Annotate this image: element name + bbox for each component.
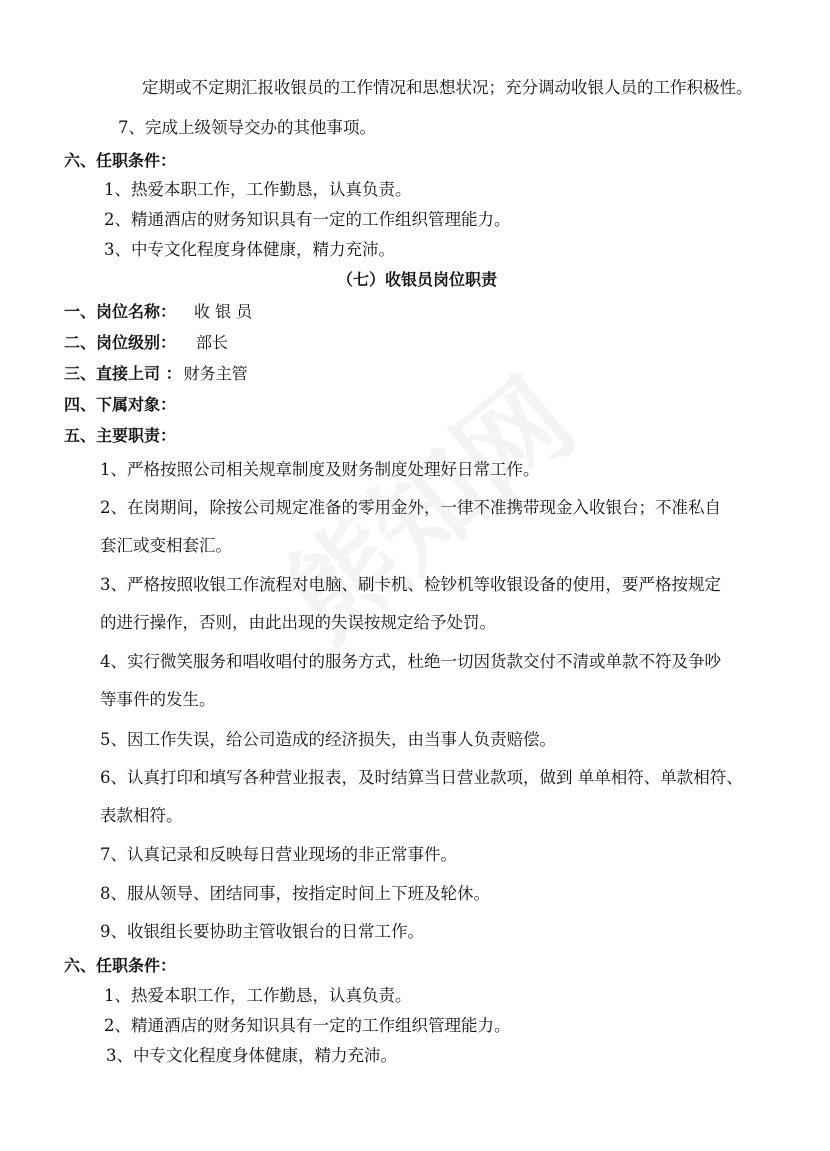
requirement-item: 2、精通酒店的财务知识具有一定的工作组织管理能力。 — [104, 210, 511, 229]
section-heading-requirements: 六、任职条件： — [64, 151, 177, 170]
section-heading-requirements: 六、任职条件： — [64, 956, 177, 975]
field-value: 财务主管 — [183, 364, 248, 383]
duty-line: 8、服从领导、团结同事，按指定时间上下班及轮休。 — [100, 884, 490, 903]
top-line-1: 定期或不定期汇报收银员的工作情况和思想状况；充分调动收银人员的工作积极性。 — [142, 78, 753, 97]
duty-line: 表款相符。 — [100, 806, 183, 825]
field-label: 一、岗位名称： — [64, 302, 177, 321]
top-line-2: 7、完成上级领导交办的其他事项。 — [118, 118, 376, 137]
duty-line: 1、严格按照公司相关规章制度及财务制度处理好日常工作。 — [100, 460, 540, 479]
requirement-item: 3、中专文化程度身体健康，精力充沛。 — [104, 240, 395, 259]
field-value: 收 银 员 — [194, 302, 253, 321]
field-row-subordinates — [64, 395, 176, 415]
field-value: 部长 — [196, 333, 229, 352]
field-row-name — [64, 302, 252, 322]
duty-line: 6、认真打印和填写各种营业报表，及时结算当日营业款项，做到 单单相符、单款相符、 — [100, 768, 743, 787]
field-row-level — [64, 333, 228, 353]
field-label: 四、下属对象： — [64, 395, 177, 414]
duty-line: 的进行操作，否则，由此出现的失误按规定给予处罚。 — [100, 613, 496, 632]
duty-line: 9、收银组长要协助主管收银台的日常工作。 — [100, 922, 424, 941]
duty-line: 3、严格按照收银工作流程对电脑、刷卡机、检钞机等收银设备的使用，要严格按规定 — [100, 575, 721, 594]
field-row-superior — [64, 364, 248, 384]
field-label: 五、主要职责： — [64, 426, 177, 445]
duty-line: 2、在岗期间，除按公司规定准备的零用金外，一律不准携带现金入收银台；不准私自 — [100, 498, 721, 517]
field-label: 三、直接上司 ： — [64, 364, 182, 383]
requirement-item: 3、中专文化程度身体健康，精力充沛。 — [106, 1046, 397, 1065]
duty-line: 4、实行微笑服务和唱收唱付的服务方式，杜绝一切因货款交付不清或单款不符及争吵 — [100, 652, 721, 671]
duty-line: 7、认真记录和反映每日营业现场的非正常事件。 — [100, 845, 457, 864]
duty-line: 等事件的发生。 — [100, 690, 216, 709]
duty-line: 套汇或变相套汇。 — [100, 536, 232, 555]
requirement-item: 1、热爱本职工作，工作勤恳，认真负责。 — [104, 180, 412, 199]
field-label: 二、岗位级别： — [64, 333, 177, 352]
requirement-item: 2、精通酒店的财务知识具有一定的工作组织管理能力。 — [104, 1016, 511, 1035]
field-row-duties — [64, 426, 176, 446]
duty-line: 5、因工作失误，给公司造成的经济损失，由当事人负责赔偿。 — [100, 730, 556, 749]
requirement-item: 1、热爱本职工作，工作勤恳，认真负责。 — [104, 986, 412, 1005]
page-title: （七）收银员岗位职责 — [337, 270, 498, 289]
